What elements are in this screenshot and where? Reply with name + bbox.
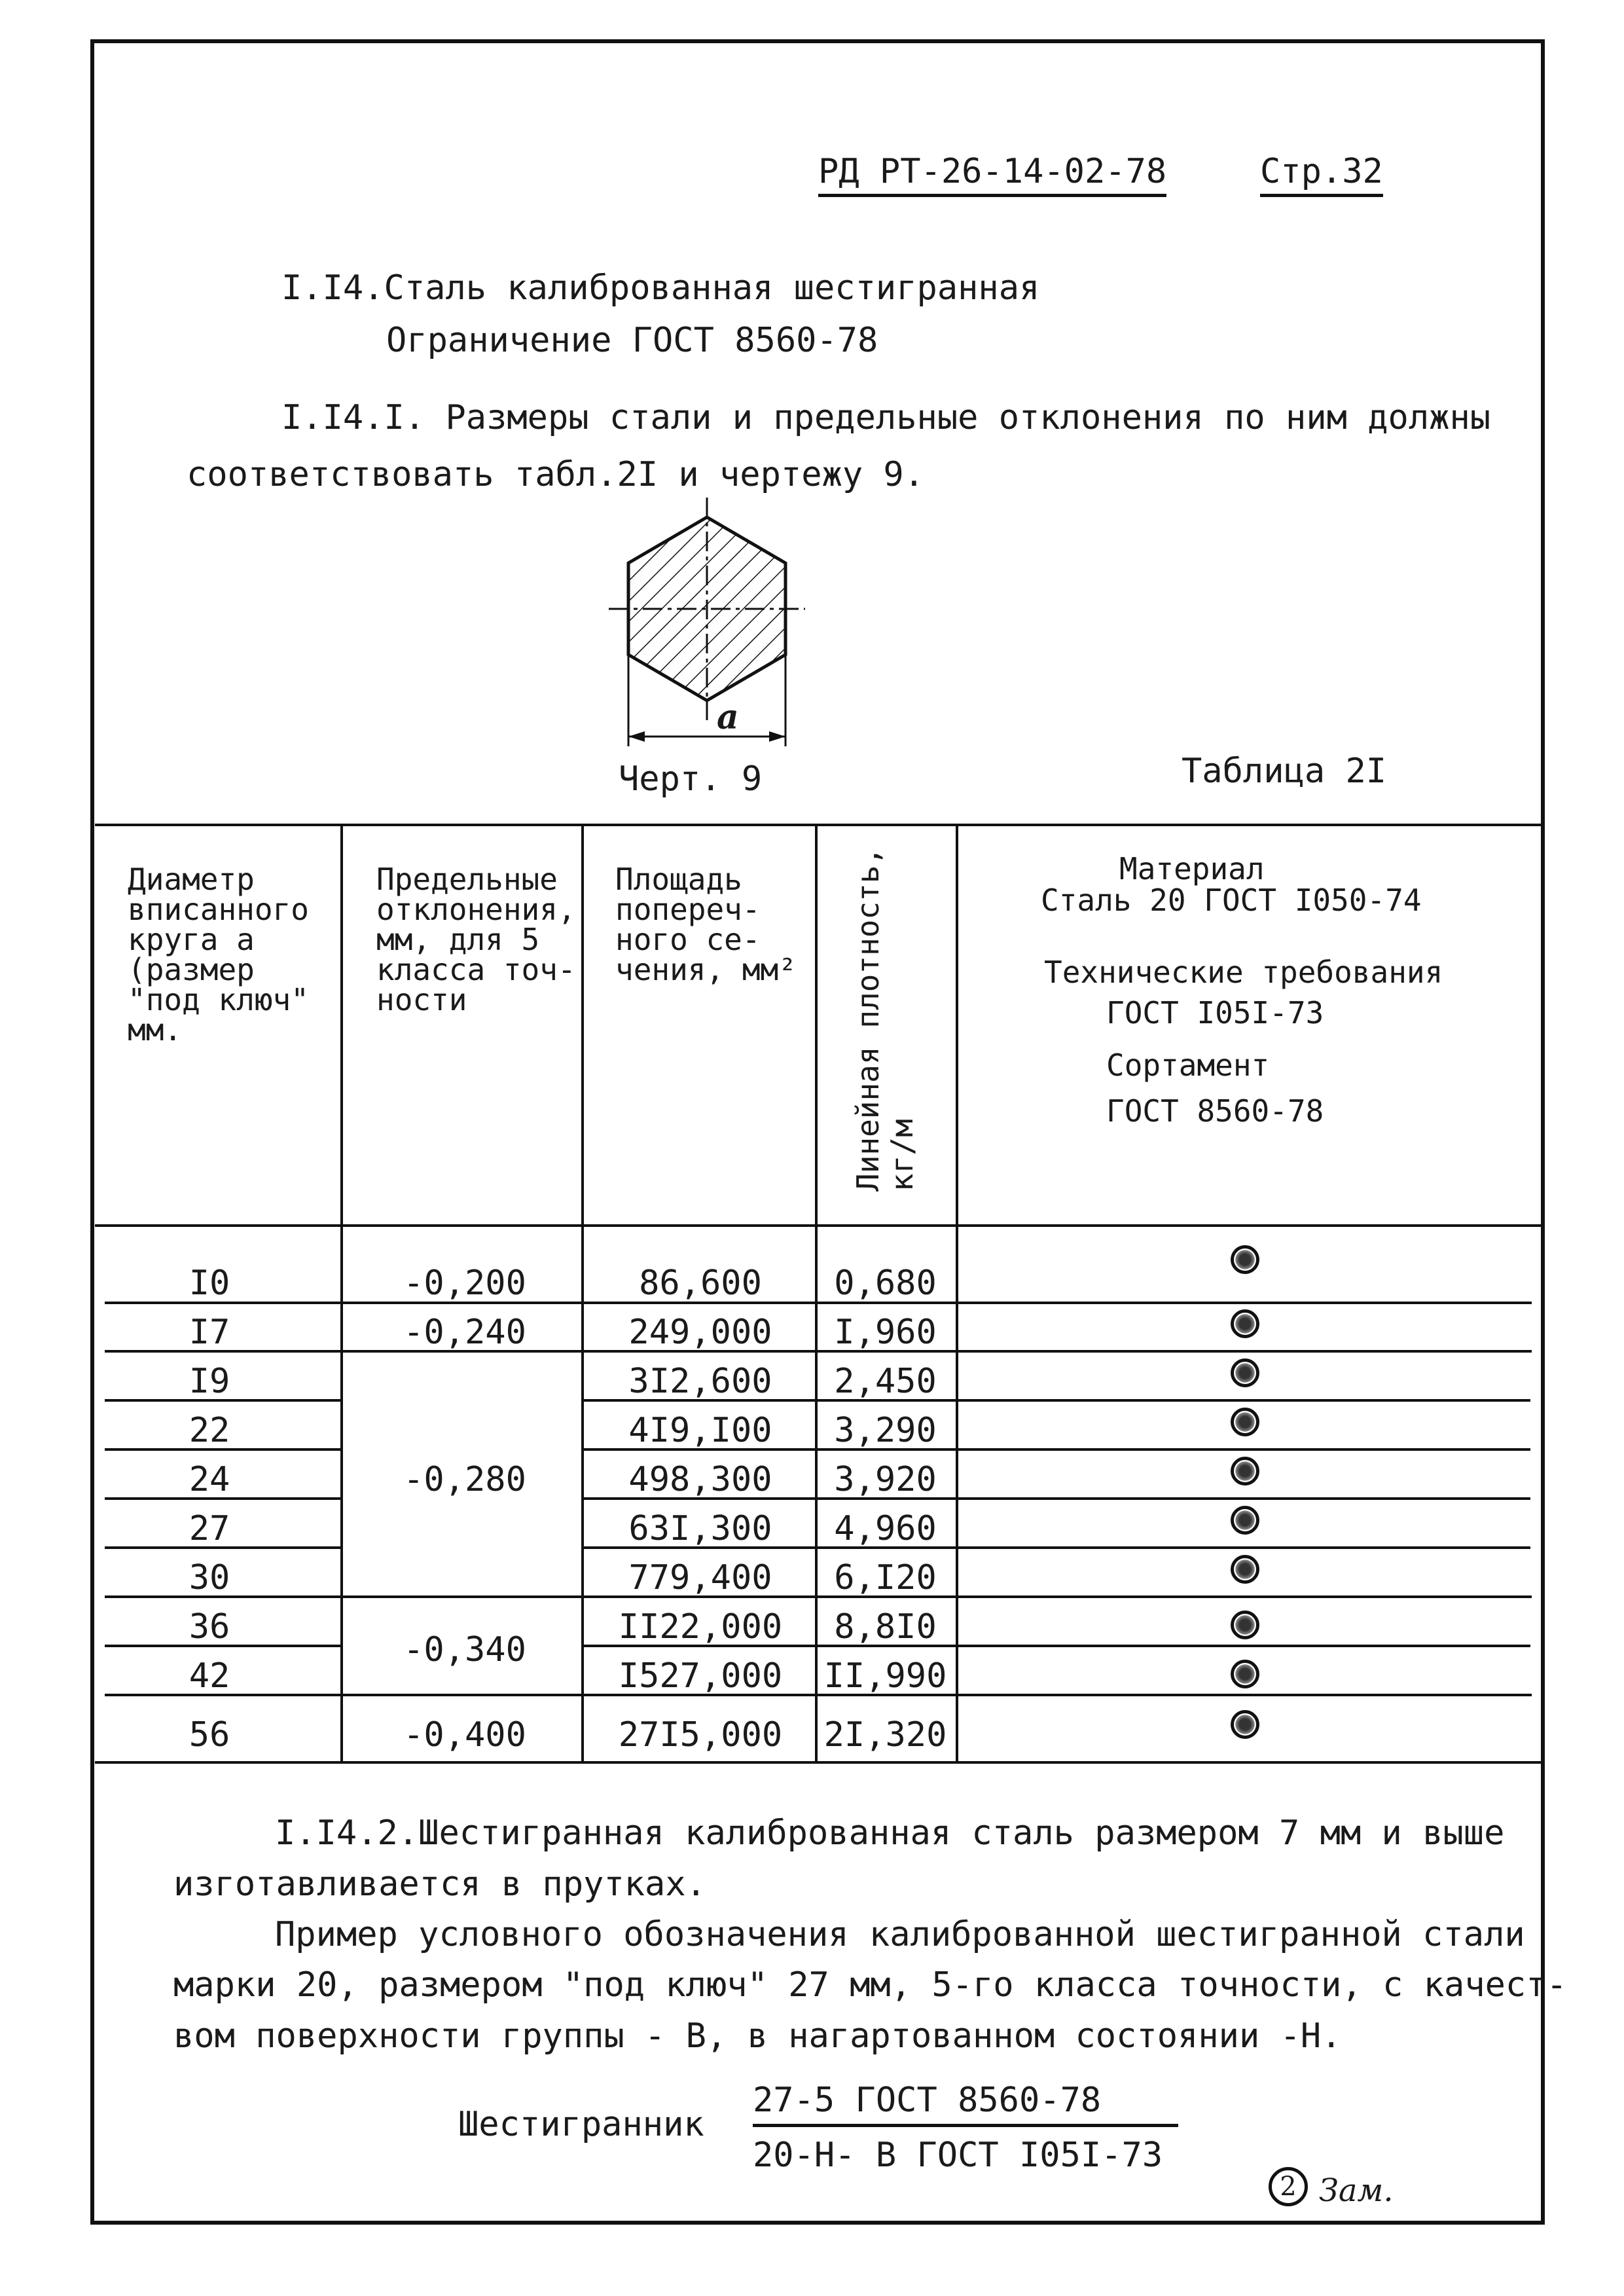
density-cell: 2I,320 (823, 1715, 947, 1755)
page-number: Стр.32 (1260, 152, 1383, 197)
deviation-cell: -0,240 (403, 1313, 526, 1352)
header-diameter: Диаметр вписанного круга a (размер "под ключ" мм. (128, 862, 309, 1048)
area-cell: II22,000 (618, 1607, 783, 1647)
material-mark (1231, 1358, 1259, 1387)
paragraph-1-line-1: I.I4.I. Размеры стали и предельные отклонения по ним должны (281, 398, 1491, 437)
drawing-caption: Черт. 9 (619, 759, 763, 799)
header-bottom-border (95, 1224, 1542, 1227)
density-cell: 3,920 (834, 1460, 937, 1499)
deviation-cell: -0,340 (403, 1630, 526, 1669)
material-mark (1231, 1245, 1259, 1274)
paragraph-3-line-1: Пример условного обозначения калиброванной шестигранной стали (275, 1915, 1525, 1954)
material-mark (1231, 1710, 1259, 1739)
diameter-cell: 22 (189, 1411, 230, 1450)
header-assortment: Сортамент (1106, 1048, 1270, 1083)
diameter-cell: 42 (189, 1656, 230, 1696)
table-caption: Таблица 2I (1182, 752, 1387, 791)
table-bottom-border (95, 1761, 1542, 1764)
density-cell: I,960 (834, 1313, 937, 1352)
diameter-cell: 30 (189, 1558, 230, 1597)
revision-stamp: 2 (1269, 2167, 1308, 2206)
material-mark (1231, 1506, 1259, 1535)
area-cell: 3I2,600 (628, 1362, 772, 1401)
deviation-cell: -0,400 (403, 1715, 526, 1755)
section-title: I.I4.Сталь калиброванная шестигранная (281, 268, 1040, 308)
deviation-cell: -0,280 (403, 1460, 526, 1499)
header-tech-gost: ГОСТ I05I-73 (1106, 995, 1324, 1030)
density-cell: 4,960 (834, 1509, 937, 1548)
density-cell: II,990 (823, 1656, 947, 1696)
area-cell: 27I5,000 (618, 1715, 783, 1755)
header-assortment-gost: ГОСТ 8560-78 (1106, 1093, 1324, 1129)
diameter-cell: I0 (189, 1264, 230, 1303)
col-divider-4 (956, 824, 958, 1763)
designation-numerator: 27-5 ГОСТ 8560-78 (753, 2081, 1178, 2127)
paragraph-3-line-2: марки 20, размером "под ключ" 27 мм, 5-го класса точности, с качест- (173, 1965, 1567, 2005)
paragraph-2-line-1: I.I4.2.Шестигранная калиброванная сталь размером 7 мм и выше (275, 1813, 1505, 1853)
material-mark (1231, 1660, 1259, 1688)
header-tech-req: Технические требования (1044, 955, 1443, 990)
revision-note: Зам. (1319, 2172, 1394, 2209)
table-top-border (95, 824, 1542, 826)
col-divider-1 (340, 824, 343, 1763)
area-cell: 498,300 (628, 1460, 772, 1499)
material-mark (1231, 1457, 1259, 1485)
density-cell: 3,290 (834, 1411, 937, 1450)
dimension-label: a (717, 697, 739, 737)
diameter-cell: 24 (189, 1460, 230, 1499)
area-cell: 63I,300 (628, 1509, 772, 1548)
header-material-steel: Сталь 20 ГОСТ I050-74 (1041, 883, 1422, 918)
material-mark (1231, 1309, 1259, 1338)
area-cell: 4I9,I00 (628, 1411, 772, 1450)
material-mark (1231, 1555, 1259, 1584)
area-cell: 249,000 (628, 1313, 772, 1352)
paragraph-3-line-3: вом поверхности группы - В, в нагартованном состоянии -Н. (173, 2016, 1342, 2056)
density-cell: 8,8I0 (834, 1607, 937, 1647)
material-mark (1231, 1408, 1259, 1436)
header-area: Площадь попереч- ного се- чения, мм² (615, 862, 797, 987)
section-restriction: Ограничение ГОСТ 8560-78 (386, 321, 878, 360)
header-density: Линейная плотность, кг/м (850, 847, 920, 1192)
material-mark (1231, 1611, 1259, 1639)
hexagon-drawing (589, 498, 825, 759)
designation-denominator: 20-Н- В ГОСТ I05I-73 (753, 2136, 1163, 2175)
header-material-title: Материал (1119, 851, 1265, 886)
density-cell: 6,I20 (834, 1558, 937, 1597)
area-cell: I527,000 (618, 1656, 783, 1696)
density-cell: 2,450 (834, 1362, 937, 1401)
diameter-cell: 36 (189, 1607, 230, 1647)
diameter-cell: I7 (189, 1313, 230, 1352)
density-cell: 0,680 (834, 1264, 937, 1303)
col-divider-2 (581, 824, 584, 1763)
doc-code: РД РТ-26-14-02-78 (818, 152, 1166, 197)
diameter-cell: 56 (189, 1715, 230, 1755)
area-cell: 86,600 (639, 1264, 762, 1303)
deviation-cell: -0,200 (403, 1264, 526, 1303)
designation-label: Шестигранник (458, 2105, 704, 2144)
area-cell: 779,400 (628, 1558, 772, 1597)
paragraph-2-line-2: изготавливается в прутках. (173, 1865, 706, 1904)
paragraph-1-line-2: соответствовать табл.2I и чертежу 9. (187, 455, 925, 494)
header-deviation: Предельные отклонения, мм, для 5 класса точ- ности (376, 862, 576, 1017)
diameter-cell: I9 (189, 1362, 230, 1401)
diameter-cell: 27 (189, 1509, 230, 1548)
